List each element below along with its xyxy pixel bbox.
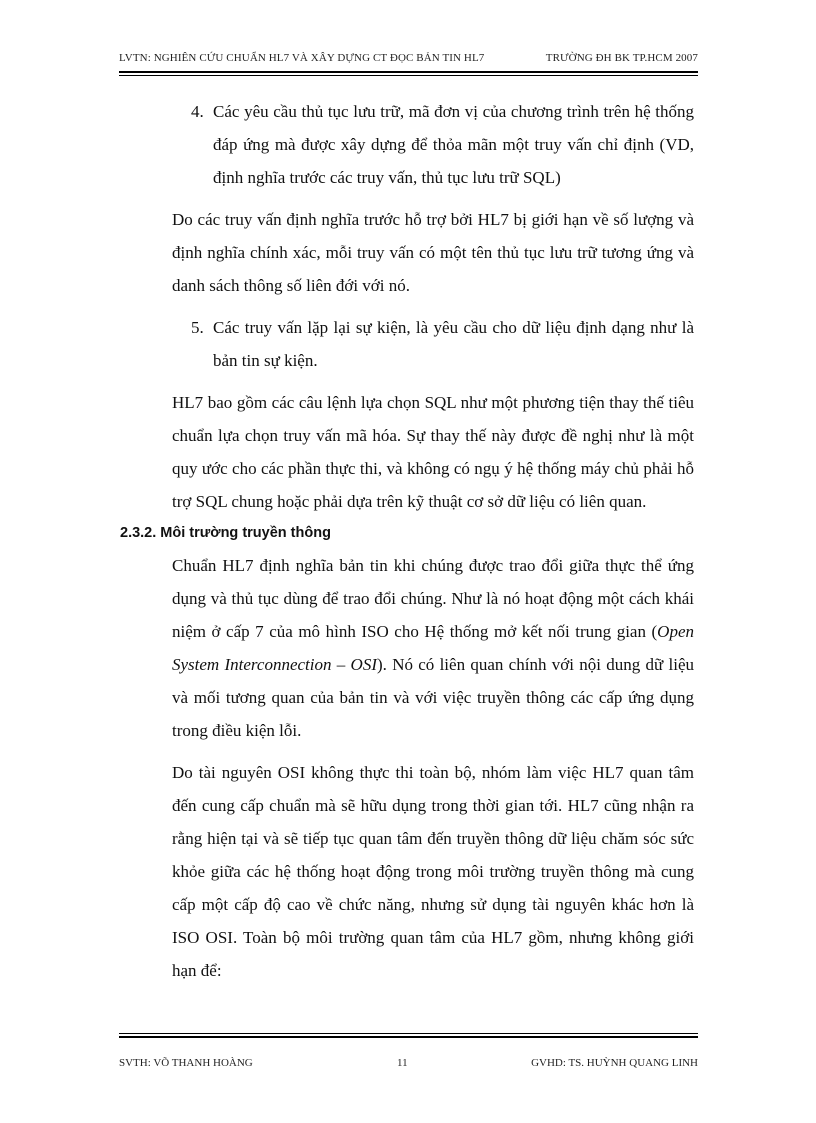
page-number: 11 — [397, 1057, 408, 1069]
list-item-5 — [172, 311, 694, 377]
paragraph — [172, 549, 694, 747]
list-number: 5. — [191, 318, 204, 337]
section-heading: 2.3.2. Môi trường truyền thông — [120, 525, 331, 541]
paragraph: Do các truy vấn định nghĩa trước hỗ trợ bởi HL7 bị giới hạn về số lượng và định nghĩa chính xác, mỗi truy vấn có một tên thủ tục lưu trữ tương ứng và danh sách thông số liên đới với nó. — [172, 210, 694, 295]
body-lower — [172, 549, 694, 987]
header-rule — [119, 71, 698, 76]
list-text: Các truy vấn lặp lại sự kiện, là yêu cầu cho dữ liệu định dạng như là bản tin sự kiện. — [213, 318, 694, 370]
paragraph-italic-term: Open System Interconnection – OSI — [172, 622, 694, 674]
list-text: Các yêu cầu thủ tục lưu trữ, mã đơn vị của chương trình trên hệ thống đáp ứng mà được xây dựng để thỏa mãn một truy vấn chỉ định (VD, định nghĩa trước các truy vấn, thủ tục lưu trữ SQL) — [213, 102, 694, 187]
header-thesis-title: LVTN: NGHIÊN CỨU CHUẨN HL7 VÀ XÂY DỰNG CT ĐỌC BẢN TIN HL7 — [119, 52, 485, 64]
body-upper — [172, 95, 694, 518]
footer-rule — [119, 1033, 698, 1038]
page-footer — [119, 1057, 698, 1077]
list-number: 4. — [191, 102, 204, 121]
paragraph-text: Chuẩn HL7 định nghĩa bản tin khi chúng được trao đổi giữa thực thể ứng dụng và thủ tục dùng để trao đổi chúng. Như là nó hoạt động một cách khái niệm ở cấp 7 của mô hình ISO cho Hệ thống mở kết nối trung gian ( — [172, 556, 694, 641]
paragraph-text: ). Nó có liên quan chính với nội dung dữ liệu và mối tương quan của bản tin và với việc truyền thông các cấp ứng dụng trong điều kiện lỗi. — [172, 655, 694, 740]
paragraph: HL7 bao gồm các câu lệnh lựa chọn SQL như một phương tiện thay thế tiêu chuẩn lựa chọn truy vấn mã hóa. Sự thay thế này được đề nghị như là một quy ước cho các phần thực thi, và không có ngụ ý hệ thống máy chủ phải hỗ trợ SQL chung hoặc phải dựa trên kỹ thuật cơ sở dữ liệu có liên quan. — [172, 393, 694, 511]
list-item-4 — [172, 95, 694, 194]
footer-student: SVTH: VÕ THANH HOÀNG — [119, 1057, 253, 1069]
footer-advisor: GVHD: TS. HUỲNH QUANG LINH — [531, 1057, 698, 1069]
header-school: TRƯỜNG ĐH BK TP.HCM 2007 — [545, 52, 698, 64]
paragraph: Do tài nguyên OSI không thực thi toàn bộ, nhóm làm việc HL7 quan tâm đến cung cấp chuẩn mà sẽ hữu dụng trong thời gian tới. HL7 cũng nhận ra rằng hiện tại và sẽ tiếp tục quan tâm đến truyền thông dữ liệu chăm sóc sức khỏe giữa các hệ thống hoạt động trong môi trường truyền thông mà cung cấp một cấp độ cao về chức năng, nhưng sử dụng tài nguyên khác hơn là ISO OSI. Toàn bộ môi trường quan tâm của HL7 gồm, nhưng không giới hạn để: — [172, 763, 694, 980]
